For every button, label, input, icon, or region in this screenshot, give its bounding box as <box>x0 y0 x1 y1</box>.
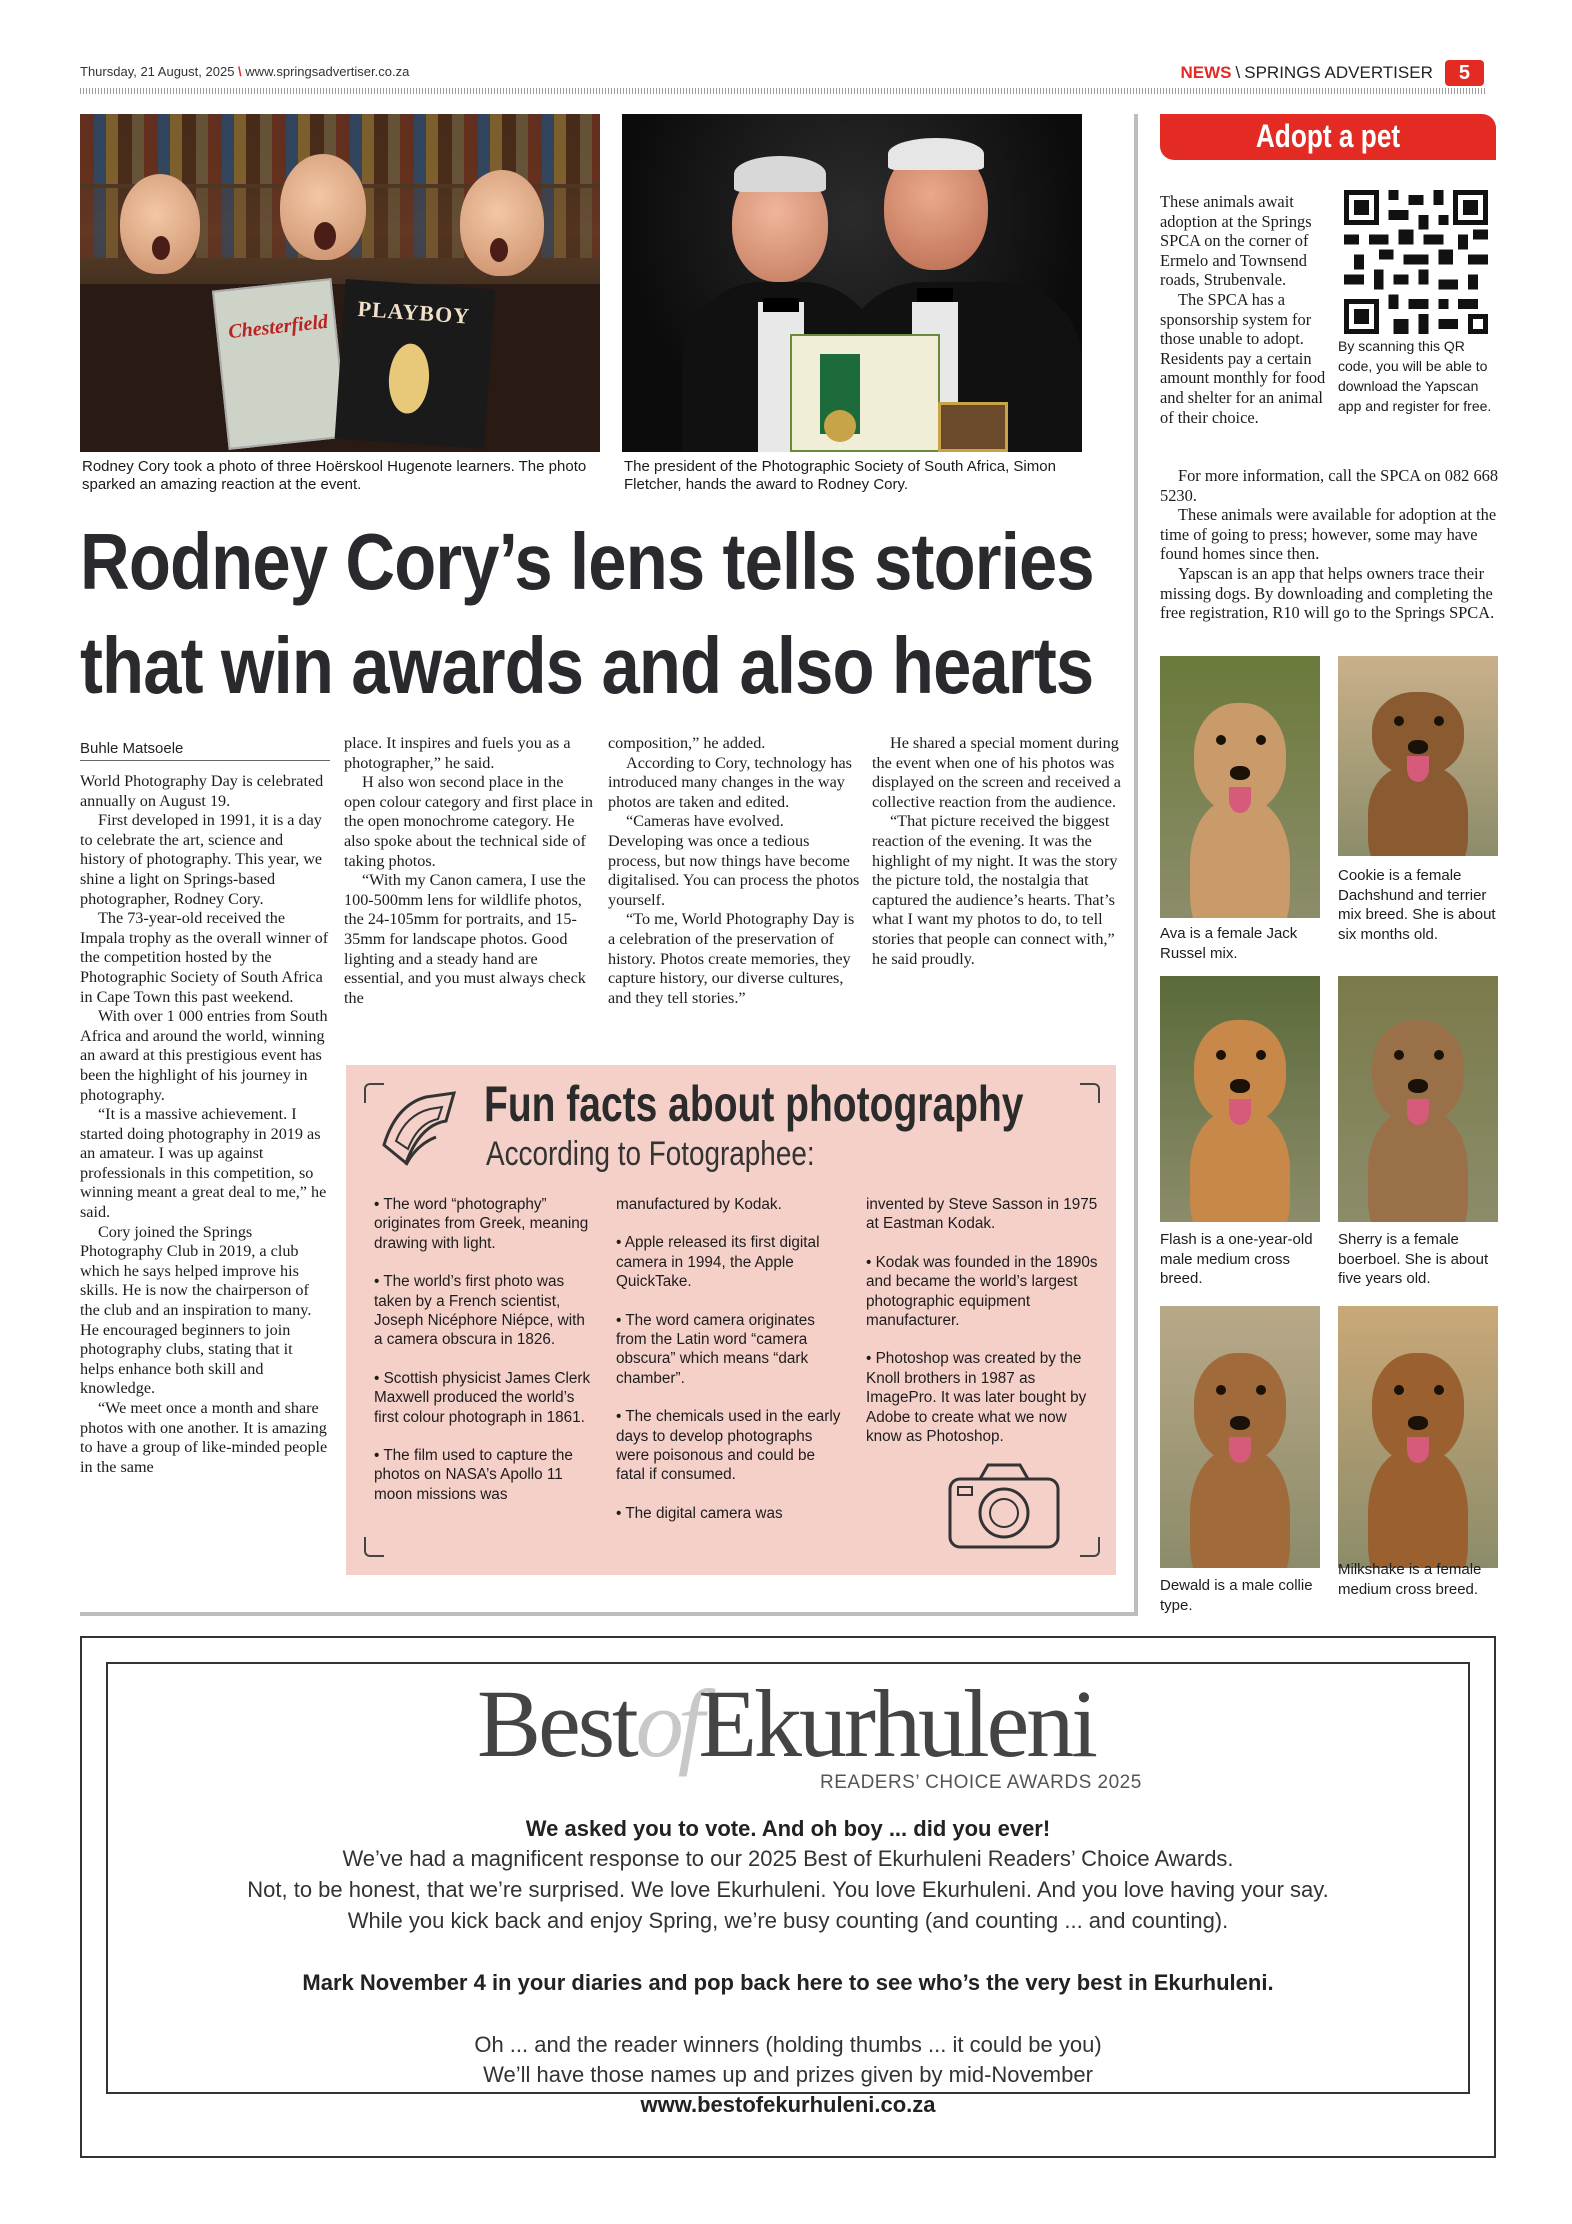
pet-eye <box>1216 1050 1226 1060</box>
fun-facts-title: Fun facts about photography <box>484 1076 1024 1132</box>
byline: Buhle Matsoele <box>80 740 184 757</box>
adopt-banner-title: Adopt a pet <box>1255 118 1401 154</box>
man-hair-left <box>734 156 826 192</box>
photo-learners <box>80 114 600 452</box>
paragraph: For more information, call the SPCA on 082 668 5230. <box>1160 466 1499 505</box>
header-website[interactable]: www.springsadvertiser.co.za <box>245 64 410 79</box>
fact-item: • The world’s first photo was taken by a French scientist, Joseph Nicéphore Niépce, with a camera obscura in 1826. <box>374 1273 585 1349</box>
paragraph: According to Cory, technology has introduced many changes in the way photos are taken and edited. <box>608 753 852 811</box>
fun-facts-column-3 <box>866 1195 1098 1465</box>
magazine-playboy <box>335 279 496 449</box>
bow-tie-right <box>917 288 953 302</box>
fact-item: • The word “photography” originates from Greek, meaning drawing with light. <box>374 1196 589 1252</box>
header-date <box>80 64 409 79</box>
fact-item: • Photoshop was created by the Knoll brothers in 1987 as ImagePro. It was later bought by Adobe to create what we now know as Photoshop. <box>866 1350 1087 1446</box>
pet-photo-dewald <box>1160 1306 1320 1568</box>
pet-eye <box>1256 735 1266 745</box>
article-column-2 <box>344 734 596 1008</box>
fact-item: • Kodak was founded in the 1890s and became the world’s largest photographic equipment manufacturer. <box>866 1253 1098 1330</box>
paragraph: World Photography Day is celebrated annually on August 19. <box>80 772 324 810</box>
pet-eye <box>1216 1385 1226 1395</box>
best-of-subtitle: READERS’ CHOICE AWARDS 2025 <box>820 1772 1142 1793</box>
paragraph: These animals await adoption at the Springs SPCA on the corner of Ermelo and Townsend roads, Strubenvale. <box>1160 192 1312 290</box>
pet-photo-flash <box>1160 976 1320 1222</box>
pet-eye <box>1434 716 1444 726</box>
award-certificate <box>790 334 940 452</box>
pet-tongue <box>1229 787 1251 813</box>
article-shadow <box>80 1612 1138 1616</box>
man-hair-right <box>888 138 984 170</box>
paragraph: Cory joined the Springs Photography Club in 2019, a club which he says helped improve his skills. He is now the chairperson of the club and an inspiration to many. He encouraged beginners to join photography clubs, stating that it helps enhance both skill and knowledge. <box>80 1222 312 1398</box>
adopt-banner <box>1160 114 1496 160</box>
paragraph: “With my Canon camera, I use the 100-500mm lens for wildlife photos, the 24-105mm for portraits, and 15-35mm for landscape photos. Good lighting and a steady hand are essential, and you must always check the <box>344 871 586 1007</box>
fun-facts-column-2 <box>616 1195 846 1542</box>
paper-name: SPRINGS ADVERTISER <box>1244 63 1433 82</box>
article-headline <box>80 510 1094 718</box>
pet-body <box>1190 800 1290 918</box>
pet-eye <box>1394 716 1404 726</box>
pet-nose <box>1408 740 1428 754</box>
paragraph: “We meet once a month and share photos with one another. It is amazing to have a group of like-minded people in the same <box>80 1399 328 1476</box>
fact-item: • Apple released its first digital camera in 1994, the Apple QuickTake. <box>616 1234 820 1291</box>
pet-eye <box>1394 1050 1404 1060</box>
article-column-3 <box>608 734 860 1008</box>
pet-tongue <box>1407 1099 1429 1125</box>
fact-item: • The chemicals used in the early days to develop photographs were poisonous and could be fatal if consumed. <box>616 1408 841 1484</box>
magazine-playboy-title: PLAYBOY <box>356 295 471 329</box>
camera-icon <box>944 1453 1064 1553</box>
section-name: NEWS <box>1180 63 1232 82</box>
photo-award <box>622 114 1082 452</box>
paragraph: “Cameras have evolved. Developing was once a tedious process, but now things have become digitalised. You can process the photos yourself. <box>608 812 860 909</box>
paragraph: These animals were available for adoption at the time of going to press; however, some may have found homes since then. <box>1160 505 1497 564</box>
best-of-headline: We asked you to vote. And oh boy ... did you ever! <box>525 1816 1051 1841</box>
fun-facts-column-1 <box>374 1195 594 1523</box>
pet-eye <box>1394 1385 1404 1395</box>
bow-tie-left <box>763 298 799 312</box>
byline-rule <box>80 760 330 761</box>
pet-body <box>1368 1111 1468 1222</box>
fact-item: • The word camera originates from the Latin word “camera obscura” which means “dark chamber”. <box>616 1311 815 1387</box>
adopt-details <box>1160 466 1500 623</box>
pet-caption-ava: Ava is a female Jack Russel mix. <box>1160 925 1298 962</box>
pet-caption-dewald: Dewald is a male collie type. <box>1160 1577 1313 1614</box>
pet-eye <box>1256 1385 1266 1395</box>
best-of-closing-1: Oh ... and the reader winners (holding thumbs ... it could be you) <box>474 2032 1102 2057</box>
bunny-logo <box>387 342 432 415</box>
award-plaque <box>938 402 1008 452</box>
pet-photo-sherry <box>1338 976 1498 1222</box>
caption-award: The president of the Photographic Society of South Africa, Simon Fletcher, hands the award to Rodney Cory. <box>624 458 1056 493</box>
bracket-top-right <box>1080 1083 1100 1103</box>
pet-eye <box>1434 1050 1444 1060</box>
best-of-mark-date: Mark November 4 in your diaries and pop back here to see who’s the very best in Ekurhuleni. <box>302 1970 1274 1995</box>
magazine-chesterfield <box>212 278 348 450</box>
paragraph: The 73-year-old received the Impala trophy as the overall winner of the competition hosted by the Photographic Society of South Africa in Cape Town this past weekend. <box>80 909 329 1006</box>
fact-item: manufactured by Kodak. <box>616 1196 782 1213</box>
logo-place: Ekurhuleni <box>698 1670 1095 1777</box>
pet-caption-sherry: Sherry is a female boerboel. She is about five years old. <box>1338 1231 1489 1288</box>
pet-caption-milkshake: Milkshake is a female medium cross breed. <box>1338 1561 1482 1598</box>
pet-caption-flash: Flash is a one-year-old male medium cross breed. <box>1160 1231 1313 1288</box>
bracket-bottom-right <box>1080 1537 1100 1557</box>
best-of-line-3: While you kick back and enjoy Spring, we’re busy counting (and counting ... and counting). <box>347 1908 1229 1933</box>
best-of-line-1: We’ve had a magnificent response to our 2025 Best of Ekurhuleni Readers’ Choice Awards. <box>342 1846 1234 1871</box>
logo-of: of <box>635 1670 699 1777</box>
paragraph: “To me, World Photography Day is a celebration of the preservation of history. Photos create memories, they capture history, our diverse cultures, and they tell stories.” <box>608 910 855 1007</box>
pet-nose <box>1230 1079 1250 1093</box>
award-medal <box>820 354 860 434</box>
paragraph: H also won second place in the open colour category and first place in the open monochrome category. He also spoke about the technical side of taking photos. <box>344 773 594 870</box>
paragraph: place. It inspires and fuels you as a photographer,” he said. <box>344 734 571 772</box>
pet-tongue <box>1229 1437 1251 1463</box>
pet-nose <box>1408 1416 1428 1430</box>
header-separator: \ <box>238 64 242 79</box>
fun-facts-box <box>346 1065 1116 1575</box>
pet-body <box>1190 1450 1290 1568</box>
paragraph: “It is a massive achievement. I started doing photography in 2019 as an amateur. I was up against professionals in this competition, so winning meant a great deal to me,” he said. <box>80 1105 327 1222</box>
logo-best: Best <box>477 1670 636 1777</box>
paragraph: Yapscan is an app that helps owners trace their missing dogs. By downloading and completing the free registration, R10 will go to the Springs SPCA. <box>1160 563 1495 623</box>
article-column-1 <box>80 772 330 1477</box>
page-number: 5 <box>1445 60 1484 86</box>
pet-body <box>1190 1111 1290 1222</box>
fact-item: • Scottish physicist James Clerk Maxwell produced the world’s first colour photograph in 1861. <box>374 1369 591 1426</box>
paragraph: “That picture received the biggest reaction of the evening. It was the highlight of my night. It was the story the picture told, the nostalgia that captured the audience’s hearts. That’s what I want my photos to do, to tell stories that people can connect with,” he said proudly. <box>872 812 1118 968</box>
headline-line-1: Rodney Cory’s lens tells stories <box>80 517 1094 606</box>
section-separator: \ <box>1235 63 1241 82</box>
headline-line-2: that win awards and also hearts <box>80 621 1094 710</box>
pet-nose <box>1408 1079 1428 1093</box>
qr-caption: By scanning this QR code, you will be able to download the Yapscan app and register for free. <box>1338 338 1492 414</box>
best-of-url[interactable]: www.bestofekurhuleni.co.za <box>640 2092 936 2117</box>
pet-eye <box>1216 735 1226 745</box>
fact-item: • The film used to capture the photos on NASA’s Apollo 11 moon missions was <box>374 1447 573 1503</box>
caption-learners: Rodney Cory took a photo of three Hoërskool Hugenote learners. The photo sparked an amazing reaction at the event. <box>82 458 587 493</box>
header-rule <box>80 88 1486 94</box>
best-of-closing-2: We’ll have those names up and prizes given by mid-November <box>483 2062 1093 2087</box>
qr-code-icon[interactable] <box>1344 190 1488 334</box>
best-of-line-2: Not, to be honest, that we’re surprised. We love Ekurhuleni. You love Ekurhuleni. And you love having your say. <box>247 1877 1329 1902</box>
fact-item: • The digital camera was <box>616 1504 783 1522</box>
paragraph: The SPCA has a sponsorship system for those unable to adopt. Residents pay a certain amount monthly for food and shelter for an animal of their choice. <box>1160 289 1326 427</box>
magazine-chesterfield-title: Chesterfield <box>227 310 329 344</box>
fun-facts-subtitle: According to Fotographee: <box>486 1135 815 1173</box>
adopt-intro <box>1160 192 1328 427</box>
fact-item: invented by Steve Sasson in 1975 at Eastman Kodak. <box>866 1196 1098 1233</box>
pet-body <box>1368 1450 1468 1568</box>
header-date-text: Thursday, 21 August, 2025 <box>80 64 235 79</box>
film-strip-icon <box>376 1085 462 1175</box>
pet-tongue <box>1407 1437 1429 1463</box>
pet-eye <box>1256 1050 1266 1060</box>
pet-tongue <box>1407 756 1429 782</box>
learner-mouth-left <box>152 236 170 260</box>
pet-photo-milkshake <box>1338 1306 1498 1568</box>
learner-mouth-middle <box>314 222 336 250</box>
bracket-bottom-left <box>364 1537 384 1557</box>
paragraph: First developed in 1991, it is a day to celebrate the art, science and history of photography. This year, we shine a light on Springs-based photographer, Rodney Cory. <box>80 811 323 908</box>
learner-mouth-right <box>490 238 508 262</box>
paragraph: He shared a special moment during the event when one of his photos was displayed on the screen and received a collective reaction from the audience. <box>872 734 1121 811</box>
column-shadow <box>1134 114 1138 1614</box>
pet-nose <box>1230 1416 1250 1430</box>
pet-photo-cookie <box>1338 656 1498 856</box>
pet-nose <box>1230 766 1250 780</box>
pet-caption-cookie: Cookie is a female Dachshund and terrier mix breed. She is about six months old. <box>1338 867 1496 943</box>
best-of-logo <box>0 1668 1572 1779</box>
article-column-4 <box>872 734 1124 969</box>
header-section <box>1181 60 1485 86</box>
pet-tongue <box>1229 1099 1251 1125</box>
pet-photo-ava <box>1160 656 1320 918</box>
paragraph: With over 1 000 entries from South Africa and around the world, winning an award at this prestigious event has been the highlight of his journey in photography. <box>80 1007 328 1104</box>
pet-eye <box>1434 1385 1444 1395</box>
paragraph: composition,” he added. <box>608 734 766 752</box>
